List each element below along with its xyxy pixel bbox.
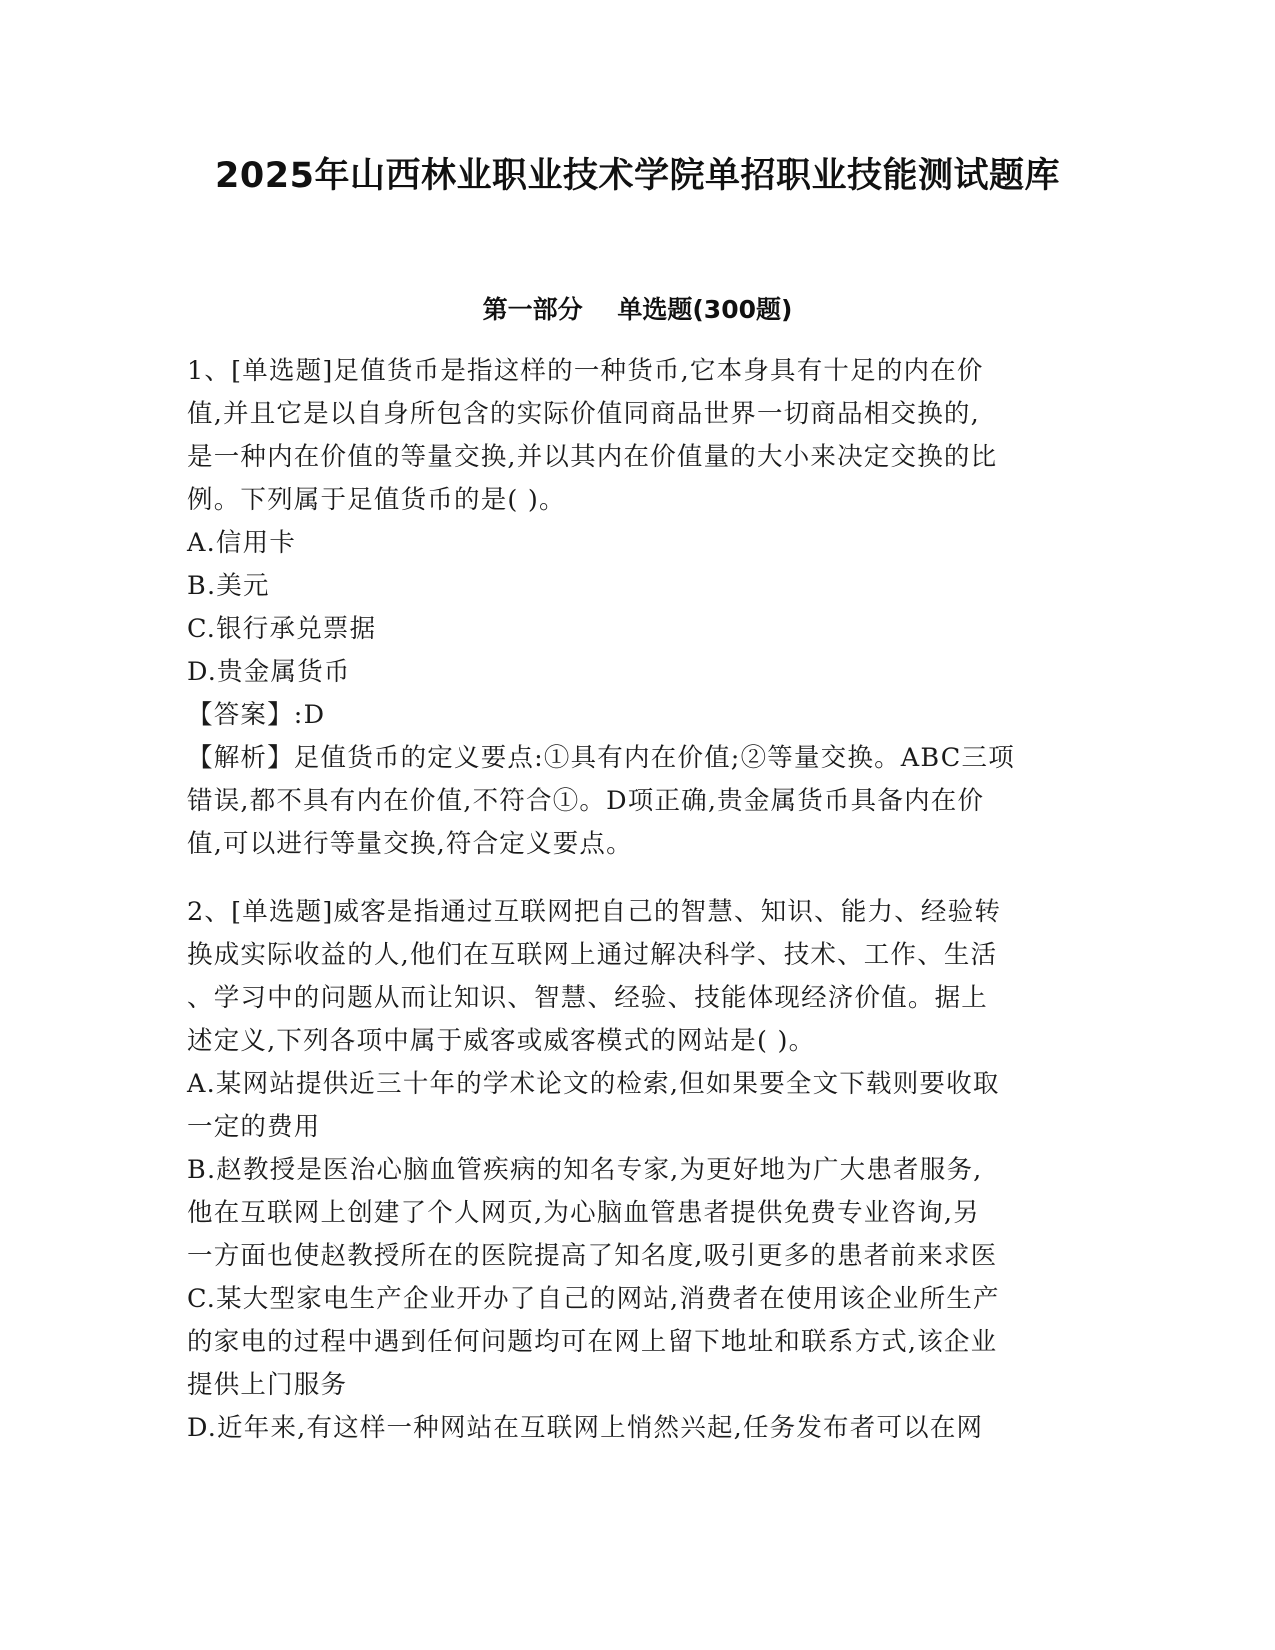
stem-line: 是一种内在价值的等量交换,并以其内在价值量的大小来决定交换的比 (187, 442, 998, 472)
stem-line: 1、[单选题]足值货币是指这样的一种货币,它本身具有十足的内在价 (187, 356, 984, 386)
option-line: D.贵金属货币 (187, 657, 351, 687)
question-stem (187, 891, 1087, 1063)
option-line: 的家电的过程中遇到任何问题均可在网上留下地址和联系方式,该企业 (187, 1327, 998, 1357)
option-a (187, 1063, 1087, 1149)
analysis-line: 值,可以进行等量交换,符合定义要点。 (187, 829, 633, 859)
option-b (187, 565, 1087, 608)
section-heading: 第一部分 单选题(300题) (482, 295, 793, 324)
stem-line: 述定义,下列各项中属于威客或威客模式的网站是( )。 (187, 1026, 816, 1056)
option-line: B.美元 (187, 571, 270, 601)
option-line: B.赵教授是医治心脑血管疾病的知名专家,为更好地为广大患者服务, (187, 1155, 983, 1185)
option-a (187, 522, 1087, 565)
option-line: 一方面也使赵教授所在的医院提高了知名度,吸引更多的患者前来求医 (187, 1241, 998, 1271)
option-line: C.某大型家电生产企业开办了自己的网站,消费者在使用该企业所生产 (187, 1284, 1000, 1314)
answer-text: 【答案】:D (187, 700, 326, 730)
question-item-1 (187, 350, 1087, 866)
option-b (187, 1149, 1087, 1278)
option-c (187, 1278, 1087, 1407)
option-line: A.某网站提供近三十年的学术论文的检索,但如果要全文下载则要收取 (187, 1069, 1000, 1099)
option-c (187, 608, 1087, 651)
question-item-2 (187, 891, 1087, 1450)
stem-line: 、学习中的问题从而让知识、智慧、经验、技能体现经济价值。据上 (187, 983, 989, 1013)
option-line: D.近年来,有这样一种网站在互联网上悄然兴起,任务发布者可以在网 (187, 1413, 984, 1443)
analysis-line: 【解析】足值货币的定义要点:①具有内在价值;②等量交换。ABC三项 (187, 743, 1015, 773)
option-d (187, 651, 1087, 694)
question-list (187, 350, 1087, 1450)
option-line: 一定的费用 (187, 1112, 321, 1142)
question-stem (187, 350, 1087, 522)
stem-line: 值,并且它是以自身所包含的实际价值同商品世界一切商品相交换的, (187, 399, 980, 429)
option-d (187, 1407, 1087, 1450)
stem-line: 2、[单选题]威客是指通过互联网把自己的智慧、知识、能力、经验转 (187, 897, 1002, 927)
analysis-block (187, 737, 1087, 866)
option-line: 提供上门服务 (187, 1370, 348, 1400)
option-line: 他在互联网上创建了个人网页,为心脑血管患者提供免费专业咨询,另 (187, 1198, 980, 1228)
analysis-line: 错误,都不具有内在价值,不符合①。D项正确,贵金属货币具备内在价 (187, 786, 985, 816)
document-title: 2025年山西林业职业技术学院单招职业技能测试题库 (215, 156, 1060, 196)
answer-line (187, 694, 1087, 737)
stem-line: 换成实际收益的人,他们在互联网上通过解决科学、技术、工作、生活 (187, 940, 998, 970)
option-line: A.信用卡 (187, 528, 297, 558)
stem-line: 例。下列属于足值货币的是( )。 (187, 485, 566, 515)
option-line: C.银行承兑票据 (187, 614, 377, 644)
